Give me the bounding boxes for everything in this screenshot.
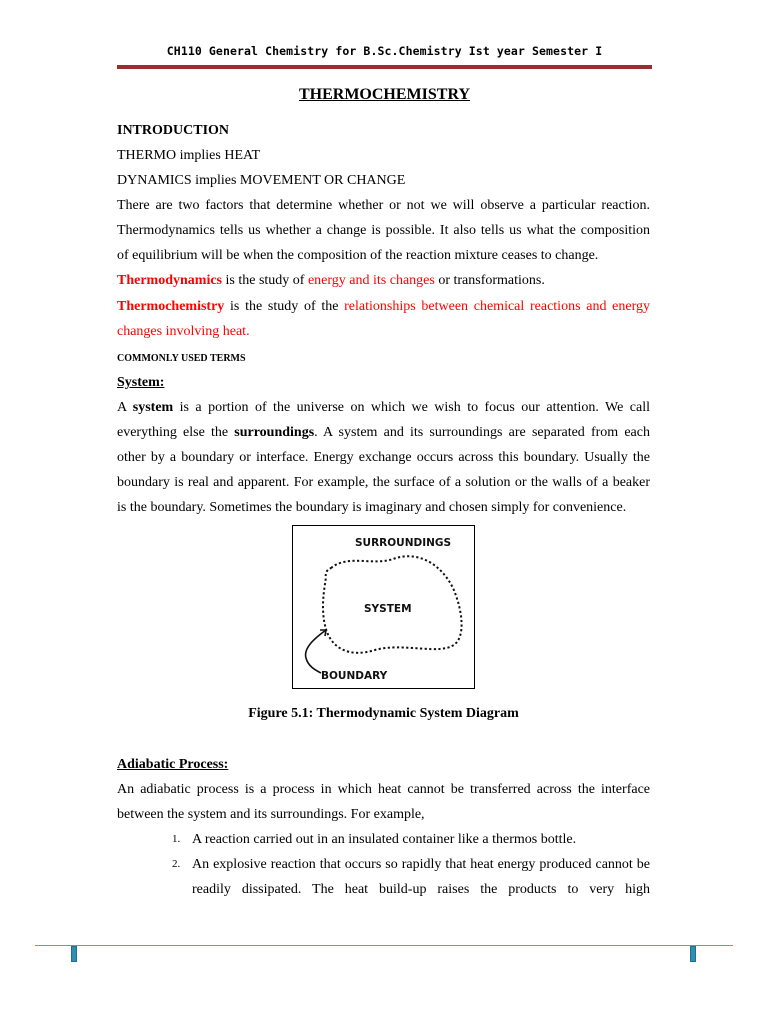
figure-caption: Figure 5.1: Thermodynamic System Diagram (248, 706, 519, 721)
footer-marker-right (690, 946, 696, 962)
boundary-pointer-line (306, 630, 326, 673)
intro-line-thermo: THERMO implies HEAT (117, 148, 261, 163)
system-diagram (292, 525, 475, 689)
adiabatic-paragraph-line: An adiabatic process is a process in which heat cannot be transferred across the interface (117, 782, 650, 797)
label-system: SYSTEM (364, 603, 412, 615)
text-run: . A system and its surroundings are separated from each (314, 425, 650, 440)
introduction-heading: INTRODUCTION (117, 123, 230, 138)
term-system: system (132, 400, 174, 415)
label-surroundings: SURROUNDINGS (355, 537, 452, 549)
adiabatic-heading: Adiabatic Process: (117, 757, 229, 772)
system-paragraph-line: boundary is real and apparent. For example, the surface of a solution or the walls of a beaker (117, 475, 650, 490)
page-title: THERMOCHEMISTRY (298, 86, 470, 103)
adiabatic-paragraph-line: between the system and its surroundings. For example, (117, 807, 425, 822)
system-heading: System: (117, 375, 165, 390)
intro-paragraph-line: There are two factors that determine whether or not we will observe a particular reaction. (117, 198, 650, 213)
footer-rule (35, 945, 733, 946)
definition-highlight: relationships between chemical reactions and energy (344, 299, 650, 314)
commonly-used-terms-heading: COMMONLY USED TERMS (117, 353, 246, 364)
list-number: 2. (172, 858, 181, 870)
intro-paragraph-line: of equilibrium will be when the composition of the reaction mixture ceases to change. (117, 248, 599, 263)
term-thermodynamics: Thermodynamics (117, 273, 222, 288)
system-diagram-drawing (293, 526, 476, 690)
definition-text: is the study of the (224, 299, 345, 314)
label-boundary: BOUNDARY (321, 670, 388, 682)
text-run: everything else the (117, 425, 235, 440)
definition-highlight: energy and its changes (307, 273, 435, 288)
definition-text: is the study of (222, 273, 308, 288)
list-item: A reaction carried out in an insulated container like a thermos bottle. (192, 832, 577, 847)
term-surroundings: surroundings (234, 425, 315, 440)
system-paragraph-line (117, 420, 650, 445)
definition-highlight-cont: changes involving heat. (117, 324, 250, 339)
intro-line-dynamics: DYNAMICS implies MOVEMENT OR CHANGE (117, 173, 406, 188)
intro-paragraph-line: Thermodynamics tells us whether a change is possible. It also tells us what the composition (117, 223, 650, 238)
list-item-continuation: readily dissipated. The heat build-up raises the products to very high (192, 882, 650, 897)
list-number: 1. (172, 833, 181, 845)
term-thermochemistry: Thermochemistry (117, 299, 225, 314)
footer-marker-left (71, 946, 77, 962)
definition-thermochemistry (117, 294, 650, 319)
system-paragraph-line (117, 395, 650, 420)
definition-thermodynamics (117, 268, 650, 293)
system-paragraph-line: other by a boundary or interface. Energy exchange occurs across this boundary. Usually the (117, 450, 650, 465)
header-rule (117, 65, 652, 69)
system-paragraph-line: is the boundary. Sometimes the boundary is imaginary and chosen simply for convenience. (117, 500, 627, 515)
text-run: A (117, 400, 133, 415)
list-item: An explosive reaction that occurs so rapidly that heat energy produced cannot be (192, 857, 650, 872)
text-run: is a portion of the universe on which we wish to focus our attention. We call (173, 400, 650, 415)
running-header: CH110 General Chemistry for B.Sc.Chemistry Ist year Semester I (166, 44, 603, 58)
definition-text: or transformations. (434, 273, 545, 288)
